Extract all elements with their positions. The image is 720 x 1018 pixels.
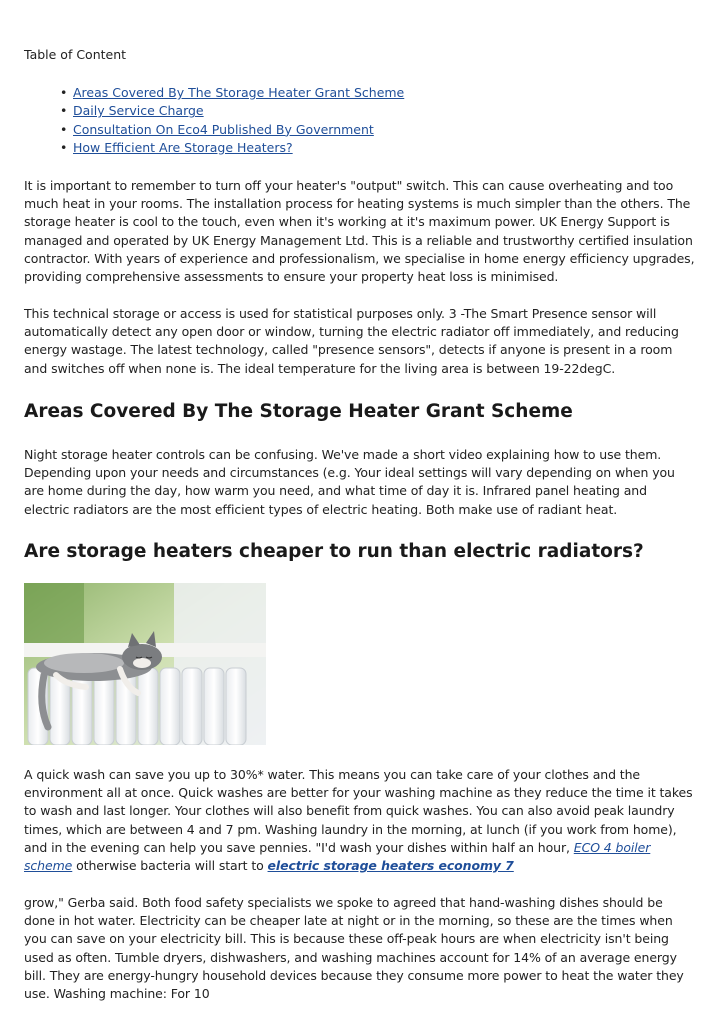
toc-link-areas-covered[interactable]: Areas Covered By The Storage Heater Grant Scheme — [73, 85, 405, 100]
section2-paragraph-1 — [24, 766, 696, 875]
eco4-boiler-scheme-link[interactable]: ECO 4 boiler scheme — [24, 839, 651, 874]
section1-paragraph: Night storage heater controls can be confusing. We've made a short video explaining how to use them. Depending upon your needs and circumstances (e.g. Your ideal settings will vary depending on when you are home during the day, how warm you need, and what time of day it is. Infrared panel heating and electric radiators are the most efficient types of electric heating. Both make use of radiant heat. — [24, 447, 675, 517]
section2-paragraph-1-text: A quick wash can save you up to 30%* water. This means you can take care of your clothes and the environment all at once. Quick washes are better for your washing machine as they reduce the time it takes to wash and last longer. Your clothes will also benefit from quick washes. You can also avoid peak laundry times, which are between 4 and 7 pm. Washing laundry in the morning, at lunch (if you work from home), and in the evening can help you save pennies. "I'd wash your dishes within half an hour, — [24, 767, 693, 855]
toc-link-daily-service-charge[interactable]: Daily Service Charge — [73, 103, 204, 119]
toc-list — [24, 84, 404, 157]
section-heading-storage-vs-radiators: Are storage heaters cheaper to run than electric radiators? — [24, 541, 644, 562]
section2-paragraph-1-text-cont: otherwise bacteria will start to — [72, 858, 268, 874]
toc-link-how-efficient[interactable]: How Efficient Are Storage Heaters? — [73, 139, 293, 155]
intro-paragraph-2: This technical storage or access is used for statistical purposes only. 3 -The Smart Presence sensor will automatically detect any open door or window, turning the electric radiator off immediately, and reducing energy wastage. The latest technology, called "presence sensors", detects if anyone is present in a room and switches off when none is. The ideal temperature for the living area is between 19-22degC. — [24, 306, 679, 376]
toc-item — [24, 102, 404, 120]
toc-title: Table of Content — [24, 47, 127, 62]
cat-on-radiator-image — [24, 583, 266, 745]
toc-item — [24, 139, 404, 157]
intro-paragraph-1: It is important to remember to turn off your heater's "output" switch. This can cause overheating and too much heat in your rooms. The installation process for heating systems is much simpler than the others. The storage heater is cool to the touch, even when it's working at it's maximum power. UK Energy Support is managed and operated by UK Energy Management Ltd. This is a reliable and trustworthy certified insulation contractor. With years of experience and professionalism, we specialise in home energy efficiency upgrades, providing comprehensive assessments to ensure your property heat loss is minimised. — [24, 178, 695, 285]
toc-item — [24, 84, 404, 102]
section2-paragraph-2: grow," Gerba said. Both food safety specialists we spoke to agreed that hand-washing dishes should be done in hot water. Electricity can be cheaper late at night or in the morning, so these are the times when you can save on your electricity bill. This is because these off-peak hours are when electricity isn't being used as often. Tumble dryers, dishwashers, and washing machines account for 14% of an average energy bill. They are energy-hungry household devices because they consume more power to heat the water they use. Washing machine: For 10 — [24, 895, 684, 1002]
toc-link-consultation-eco4[interactable]: Consultation On Eco4 Published By Government — [73, 121, 374, 137]
section-heading-areas-covered: Areas Covered By The Storage Heater Grant Scheme — [24, 401, 573, 422]
electric-storage-heaters-link[interactable]: electric storage heaters economy 7 — [267, 858, 514, 874]
toc-item — [24, 121, 404, 139]
